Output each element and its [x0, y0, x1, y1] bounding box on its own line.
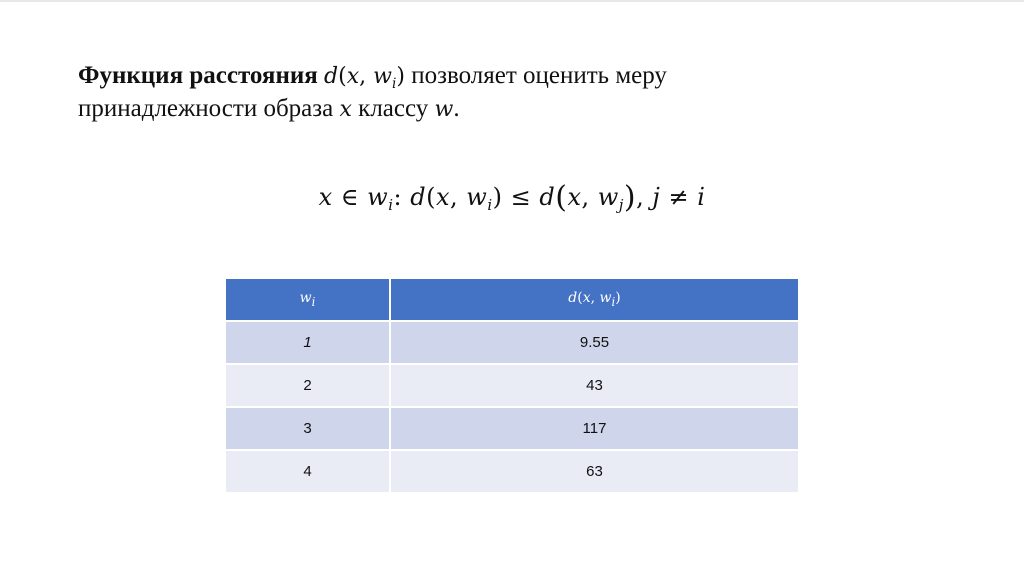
header-distance-x: x	[582, 290, 591, 307]
header-class-sub: i	[311, 294, 316, 309]
cell-class: 2	[226, 364, 390, 407]
formula-x: x	[318, 183, 333, 211]
header-distance-sub: i	[611, 294, 616, 309]
cell-class: 4	[226, 450, 390, 493]
formula-x-left: x	[435, 183, 450, 211]
header-class	[226, 279, 390, 321]
distance-function-inline: d(x, $w_i$)	[324, 64, 405, 92]
table-row	[226, 407, 798, 450]
formula-element-of: ∈	[340, 183, 360, 211]
var-w-inline: w	[434, 97, 454, 122]
cell-class: 1	[226, 321, 390, 364]
func-arg-sub: i	[392, 75, 397, 92]
definition-paragraph	[78, 60, 838, 126]
cell-distance: 117	[390, 407, 798, 450]
classification-rule-formula: x ∈ $w_i$: d(x, $w_i) \le d(x$, $w_j$), j ≠ i	[318, 180, 706, 215]
formula-d-right: d	[539, 183, 556, 211]
formula-x-right: x	[567, 183, 582, 211]
func-symbol: d	[324, 64, 339, 89]
paragraph-text-2: принадлежности образа	[78, 95, 334, 122]
formula-sub-i-left: i	[487, 196, 493, 215]
formula-leq: ≤	[510, 183, 532, 211]
func-arg-w: w	[373, 64, 392, 89]
var-x-inline: x	[339, 97, 352, 122]
formula-d-left: d	[410, 183, 427, 211]
formula-neq: ≠	[668, 183, 690, 211]
formula-w: w	[367, 183, 389, 211]
paragraph-bold-lead: Функция расстояния	[78, 62, 318, 89]
table-row	[226, 364, 798, 407]
header-distance-w: w	[599, 290, 612, 307]
formula-i: i	[697, 183, 706, 211]
table-row	[226, 321, 798, 364]
table-header-row	[226, 279, 798, 321]
header-class-var: w	[299, 290, 312, 307]
cell-distance: 63	[390, 450, 798, 493]
paragraph-text-3: классу	[358, 95, 429, 122]
formula-sub-i: i	[388, 196, 394, 215]
header-distance-func: d	[568, 290, 578, 307]
formula-sub-j: j	[618, 196, 624, 215]
paragraph-text-1: позволяет оценить меру	[411, 62, 667, 89]
distance-table	[226, 279, 798, 494]
cell-distance: 43	[390, 364, 798, 407]
formula-colon: :	[393, 183, 403, 211]
header-distance: d(x, $w_i$)	[390, 279, 798, 321]
top-frame-line	[0, 0, 1024, 2]
formula-w-right: w	[597, 183, 619, 211]
cell-class: 3	[226, 407, 390, 450]
formula-j: j	[652, 183, 661, 211]
cell-distance: 9.55	[390, 321, 798, 364]
formula-w-left: w	[466, 183, 488, 211]
paragraph-period: .	[453, 95, 460, 122]
func-arg-x: x	[346, 64, 360, 89]
table-row	[226, 450, 798, 493]
